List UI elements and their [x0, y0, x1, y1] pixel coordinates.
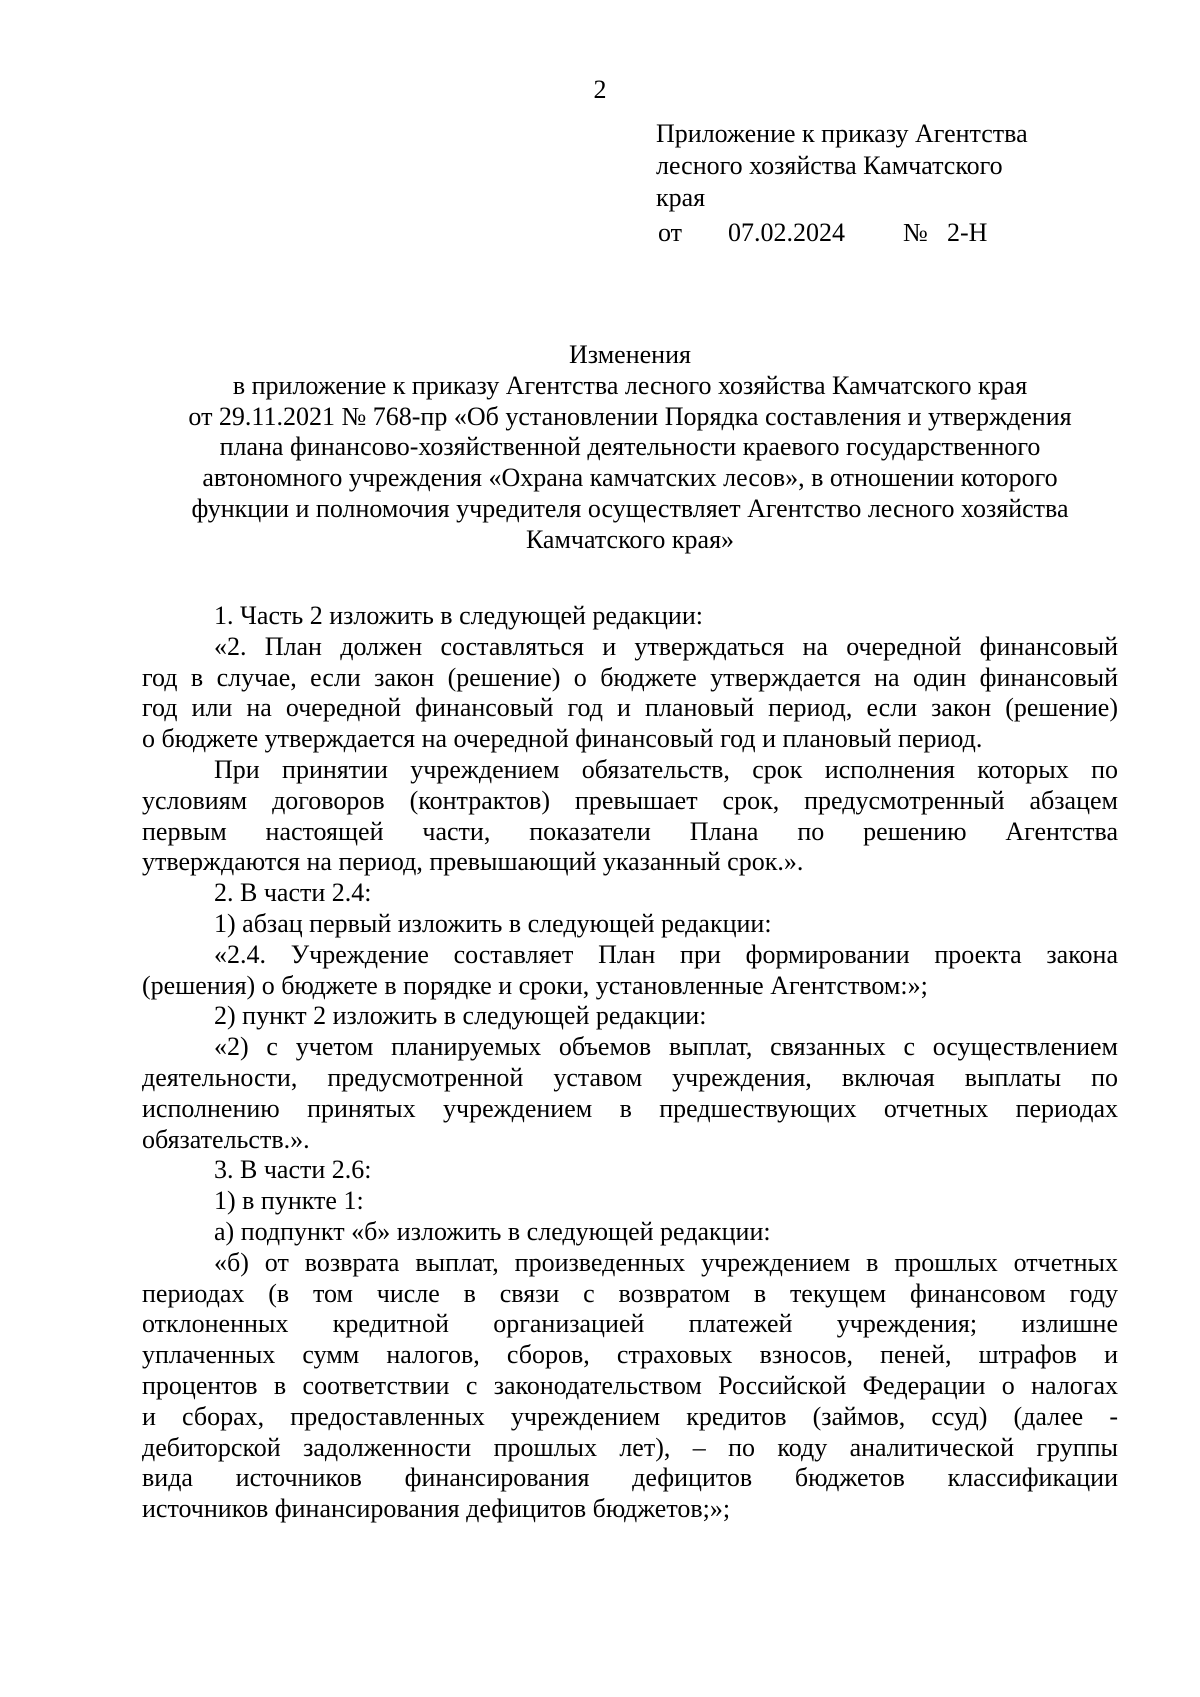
body-line: периодах (в том числе в связи с возвратом в текущем финансовом году — [142, 1278, 1118, 1308]
approval-line: лесного хозяйства Камчатского — [656, 151, 1003, 180]
title-line: плана финансово-хозяйственной деятельности краевого государственного — [219, 432, 1041, 462]
title-heading: Изменения — [569, 340, 691, 369]
body-line: а) подпункт «б» изложить в следующей редакции: — [214, 1216, 771, 1246]
body-line: о бюджете утверждается на очередной финансовый год и плановый период. — [142, 724, 983, 754]
body-line: исполнению принятых учреждением в предшествующих отчетных периодах — [142, 1093, 1118, 1123]
body-line: 1) в пункте 1: — [214, 1186, 364, 1216]
approval-number: 2-Н — [947, 218, 988, 247]
body-line: условиям договоров (контрактов) превышает срок, предусмотренный абзацем — [142, 785, 1118, 815]
body-line: источников финансирования дефицитов бюджетов;»; — [142, 1494, 731, 1524]
approval-number-sign: № — [903, 218, 928, 247]
body-line: и сборах, предоставленных учреждением кредитов (займов, ссуд) (далее - — [142, 1401, 1118, 1431]
approval-date: 07.02.2024 — [728, 218, 845, 247]
body-line: 3. В части 2.6: — [214, 1155, 372, 1185]
body-line: «2) с учетом планируемых объемов выплат, связанных с осуществлением — [214, 1032, 1118, 1062]
body-line: 2. В части 2.4: — [214, 878, 372, 908]
body-line: При принятии учреждением обязательств, срок исполнения которых по — [214, 754, 1118, 784]
approval-line: края — [656, 183, 706, 212]
body-line: «2.4. Учреждение составляет План при формировании проекта закона — [214, 939, 1118, 969]
title-line: функции и полномочия учредителя осуществляет Агентство лесного хозяйства — [191, 493, 1069, 523]
body-line: утверждаются на период, превышающий указанный срок.». — [142, 847, 804, 877]
title-line: от 29.11.2021 № 768-пр «Об установлении Порядка составления и утверждения — [188, 401, 1072, 431]
body-line: (решения) о бюджете в порядке и сроки, установленные Агентством:»; — [142, 970, 928, 1000]
approval-block — [656, 118, 1076, 249]
document-body — [142, 601, 1118, 1525]
body-line: год или на очередной финансовый год и плановый период, если закон (решение) — [142, 693, 1118, 723]
body-line: «б) от возврата выплат, произведенных учреждением в прошлых отчетных — [214, 1247, 1118, 1277]
document-title — [140, 340, 1120, 556]
body-line: отклоненных кредитной организацией платежей учреждения; излишне — [142, 1309, 1118, 1339]
approval-ot-label: от — [658, 218, 683, 247]
body-line: уплаченных сумм налогов, сборов, страховых взносов, пеней, штрафов и — [142, 1340, 1118, 1370]
body-line: процентов в соответствии с законодательством Российской Федерации о налогах — [142, 1370, 1118, 1400]
title-line: Камчатского края» — [525, 524, 735, 554]
title-line: в приложение к приказу Агентства лесного хозяйства Камчатского края — [232, 370, 1028, 400]
body-line: «2. План должен составляться и утверждаться на очередной финансовый — [214, 631, 1118, 661]
page-number: 2 — [593, 75, 607, 104]
body-line: деятельности, предусмотренной уставом учреждения, включая выплаты по — [142, 1062, 1118, 1092]
body-line: 1) абзац первый изложить в следующей редакции: — [214, 908, 772, 938]
body-line: год в случае, если закон (решение) о бюджете утверждается на один финансовый — [142, 662, 1118, 692]
body-line: вида источников финансирования дефицитов бюджетов классификации — [142, 1463, 1118, 1493]
approval-line: Приложение к приказу Агентства — [656, 119, 1028, 148]
approval-date-number-row — [656, 217, 1076, 249]
title-line: автономного учреждения «Охрана камчатских лесов», в отношении которого — [202, 463, 1058, 493]
body-line: 1. Часть 2 изложить в следующей редакции: — [214, 601, 703, 630]
body-line: дебиторской задолженности прошлых лет), – по коду аналитической группы — [142, 1432, 1118, 1462]
body-line: обязательств.». — [142, 1124, 310, 1154]
body-line: 2) пункт 2 изложить в следующей редакции: — [214, 1001, 707, 1031]
body-line: первым настоящей части, показатели Плана по решению Агентства — [142, 816, 1118, 846]
